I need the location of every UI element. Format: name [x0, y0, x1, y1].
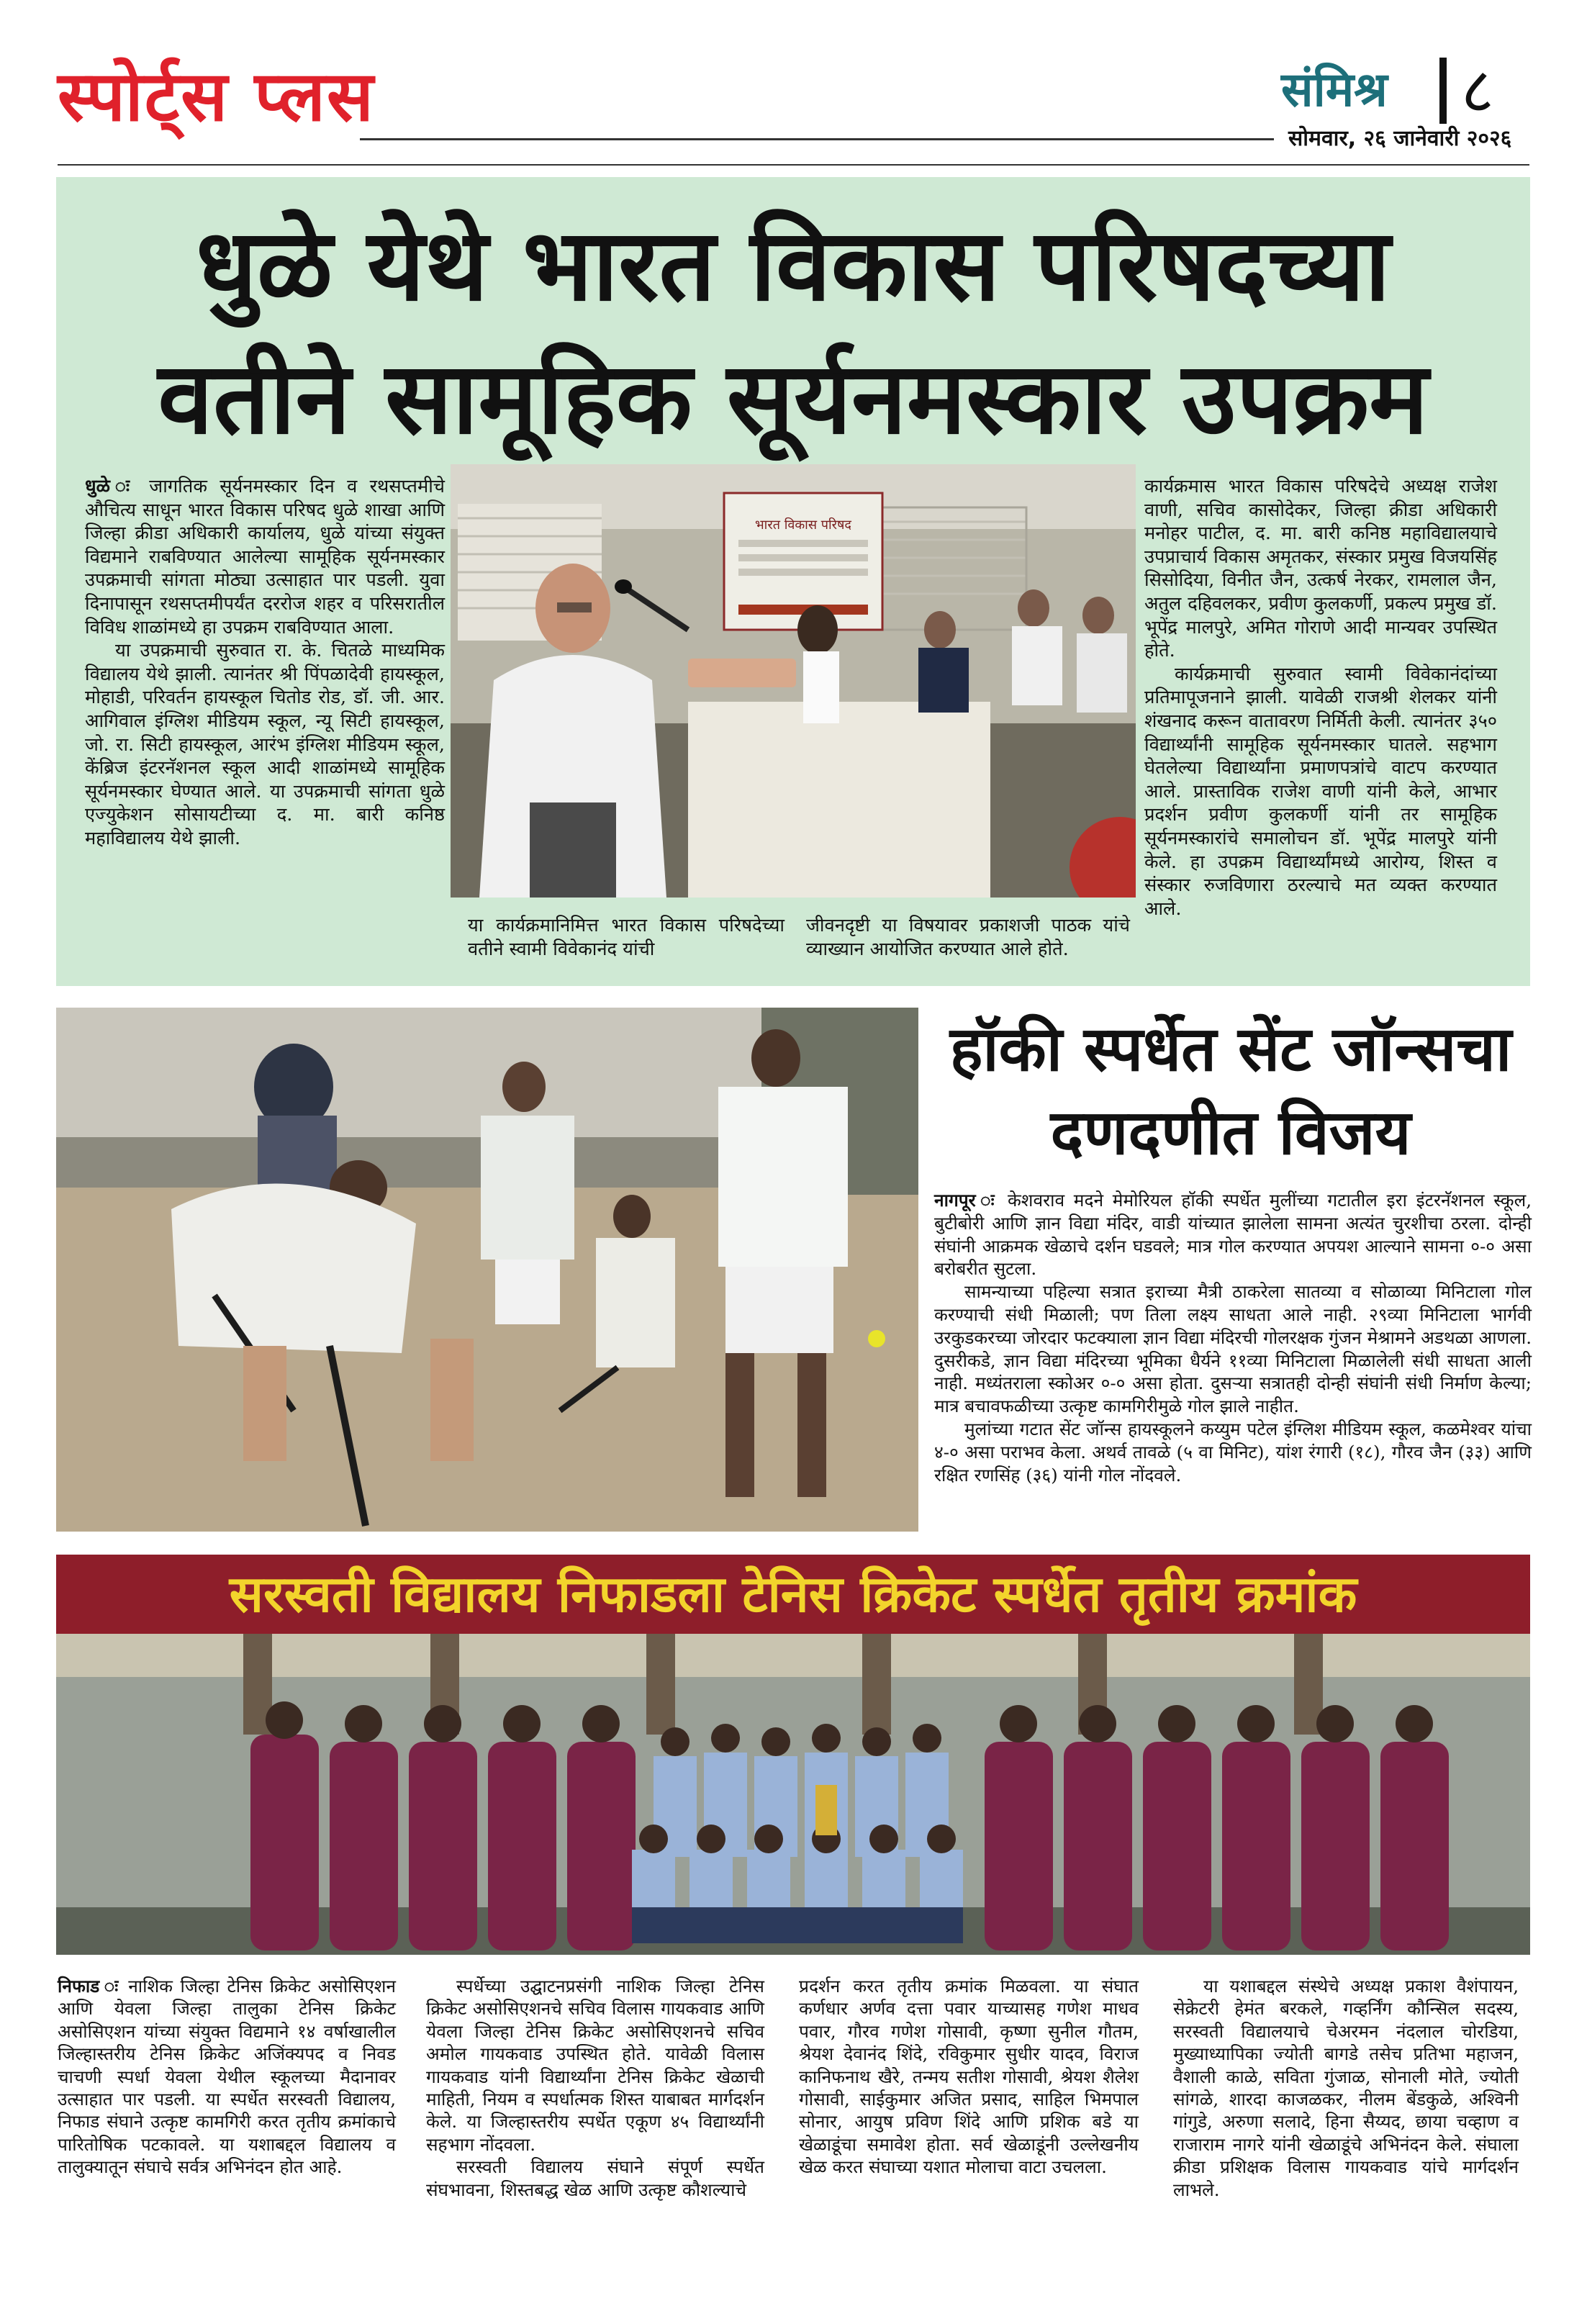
- story2-paragraph: [934, 1189, 1532, 1280]
- story2-body: [934, 1189, 1532, 1486]
- story2-headline-line1: हॉकी स्पर्धेत सेंट जॉन्सचा: [949, 1013, 1512, 1085]
- story3-column-1: [58, 1975, 396, 2179]
- story1-caption-left-text: या कार्यक्रमानिमित्त भारत विकास परिषदेच्या वतीने स्वामी विवेकानंद यांची: [468, 915, 785, 960]
- story3-photo-illustration: [56, 1634, 1530, 1955]
- section-name: संमिश्र: [1281, 62, 1388, 117]
- dateline-separator: ः: [975, 1190, 1008, 1211]
- story3-c1-text: नाशिक जिल्हा टेनिस क्रिकेट असोसिएशन आणि येवला जिल्हा तालुका टेनिस क्रिकेट असोसिएशन यांच्या संयुक्त विद्यमाने १४ वर्षाखालील जिल्हास्तरीय टेनिस क्रिकेट अजिंक्यपद व निवड चाचणी स्पर्धा येवला येथील स्कूलच्या मैदानावर उत्साहात पार पडली. या स्पर्धेत सरस्वती विद्यालय, निफाड संघाने उत्कृष्ट कामगिरी करत तृतीय क्रमांकाचे पारितोषिक पटकावले. या यशाबद्दल विद्यालय व तालुक्यातून संघाचे सर्वत्र अभिनंदन होत आहे.: [58, 1976, 397, 2178]
- story3-headline: सरस्वती विद्यालय निफाडला टेनिस क्रिकेट स्पर्धेत तृतीय क्रमांक: [229, 1565, 1357, 1624]
- story1-col3-p1: कार्यक्रमास भारत विकास परिषदेचे अध्यक्ष राजेश वाणी, सचिव कासोदेकर, जिल्हा क्रीडा अधिकारी मनोहर पाटील, द. मा. बारी कनिष्ठ महाविद्यालयाचे उपप्राचार्य विकास अमृतकर, संस्कार प्रमुख विजयसिंह सिसोदिया, विनीत जैन, उत्कर्ष नेरकर, रामलाल जैन, अतुल दहिवलकर, प्रवीण कुलकर्णी, प्रकल्प प्रमुख डॉ. भूपेंद्र मालपुरे, अमित गोराणे आदी मान्यवर उपस्थित होते.: [1144, 476, 1497, 662]
- story3-c2-p1: स्पर्धेच्या उद्घाटनप्रसंगी नाशिक जिल्हा टेनिस क्रिकेट असोसिएशनचे सचिव विलास गायकवाड आणि येवला जिल्हा टेनिस क्रिकेट असोसिएशनचे सचिव अमोल गायकवाड उपस्थित होते. यावेळी विलास गायकवाड यांनी विद्यार्थ्यांना टेनिस क्रिकेट खेळाची माहिती, नियम व स्पर्धात्मक शिस्त याबाबत मार्गदर्शन केले. या जिल्हास्तरीय स्पर्धेत एकूण ४५ विद्यार्थ्यांनी सहभाग नोंदवला.: [426, 1976, 764, 2155]
- story1-caption-right: [806, 914, 1130, 961]
- story2-p1: केशवराव मदने मेमोरियल हॉकी स्पर्धेत मुलींच्या गटातील इरा इंटरनॅशनल स्कूल, बुटीबोरी आणि ज्ञान विद्या मंदिर, वाडी यांच्यात झालेला सामना अत्यंत चुरशीचा ठरला. दोन्ही संघांनी आक्रमक खेळाचे दर्शन घडवले; मात्र गोल करण्यात अपयश आल्याने सामना ०-० असा बरोबरीत सुटला.: [934, 1190, 1532, 1280]
- story1-column-1: [85, 475, 445, 851]
- masthead-rule: [360, 138, 1274, 140]
- story3-paragraph: [58, 1975, 396, 2179]
- story1-dateline: धुळे: [85, 476, 111, 497]
- story3-c3-text: प्रदर्शन करत तृतीय क्रमांक मिळवला. या संघात कर्णधार अर्णव दत्ता पवार याच्यासह गणेश माधव पवार, गौरव गणेश गोसावी, कृष्णा सुनील गौतम, श्रेयश देवानंद शिंदे, रविकुमार सुधीर यादव, विराज कानिफनाथ खैरे, तन्मय सतीश गोसावी, श्रेयश शैलेश गोसावी, साईकुमार अजित प्रसाद, साहिल भिमपाल सोनार, आयुष प्रविण शिंदे आणि प्रशिक बडे या खेळाडूंचा समावेश होता. सर्व खेळाडूंनी उल्लेखनीय खेळ करत संघाच्या यशात मोलाचा वाटा उचलला.: [799, 1976, 1139, 2178]
- story1-paragraph: [85, 475, 445, 639]
- story1-caption-right-text: जीवनदृष्टी या विषयावर प्रकाशजी पाठक यांचे व्याख्यान आयोजित करण्यात आले होते.: [806, 915, 1130, 960]
- dateline-separator: ः: [99, 1976, 129, 1997]
- story2-headline-line2: दणदणीत विजय: [1050, 1097, 1411, 1169]
- story1-col1-p1: जागतिक सूर्यनमस्कार दिन व रथसप्तमीचे औचित्य साधून भारत विकास परिषद धुळे शाखा आणि जिल्हा क्रीडा अधिकारी कार्यालय, धुळे यांच्या संयुक्त विद्यमाने राबविण्यात आलेल्या सामूहिक सूर्यनमस्कार उपक्रमाची सांगता मोठ्या उत्साहात पार पडली. युवा दिनापासून रथसप्तमीपर्यंत दररोज शहर व परिसरातील विविध शाळांमध्ये हा उपक्रम राबविण्यात आला.: [85, 476, 445, 638]
- story2-photo-illustration: [56, 1008, 918, 1532]
- story3-column-4: [1173, 1975, 1519, 2201]
- story2-photo-hockey: [56, 1008, 918, 1532]
- story1-photo-illustration: [451, 464, 1136, 898]
- story2-p2: सामन्याच्या पहिल्या सत्रात इराच्या मैत्री ठाकरेला सातव्या व सोळाव्या मिनिटाला गोल करण्याची संधी मिळाली; पण तिला लक्ष्य साधता आले नाही. २९व्या मिनिटाला भार्गवी उरकुडकरच्या जोरदार फटक्याला ज्ञान विद्या मंदिरची गोलरक्षक गुंजन मेश्रामने अडथळा आणला. दुसरीकडे, ज्ञान विद्या मंदिरच्या भूमिका धैर्यने ११व्या मिनिटाला मिळालेली संधी साधता आली नाही. मध्यंतराला स्कोअर ०-० असा होता. दुसऱ्या सत्रातही दोन्ही संघांनी संधी निर्माण केल्या; मात्र बचावफळीच्या उत्कृष्ट कामगिरीमुळे गोल झाले नाहीत.: [934, 1281, 1532, 1417]
- story1-caption-left: [468, 914, 785, 961]
- story3-dateline: निफाड: [58, 1976, 100, 1997]
- photo-banner-text: भारत विकास परिषद: [755, 517, 851, 533]
- masthead-bottom-rule: [58, 164, 1529, 166]
- story1-col3-p2: कार्यक्रमाची सुरुवात स्वामी विवेकानंदांच्या प्रतिमापूजनाने झाली. यावेळी राजश्री शेलकर यांनी शंखनाद करून वातावरण निर्मिती केली. त्यानंतर ३५० विद्यार्थ्यांनी सामूहिक सूर्यनमस्कार घातले. सहभाग घेतलेल्या विद्यार्थ्यांना प्रमाणपत्रांचे वाटप करण्यात आले. प्रास्ताविक राजेश वाणी यांनी केले, आभार प्रदर्शन प्रवीण कुलकर्णी यांनी तर सामूहिक सूर्यनमस्कारांचे समालोचन डॉ. भूपेंद्र मालपुरे यांनी केले. हा उपक्रम विद्यार्थ्यांमध्ये आरोग्य, शिस्त व संस्कार रुजविणारा ठरल्याचे मत व्यक्त करण्यात आले.: [1144, 663, 1497, 920]
- story2-dateline: नागपूर: [934, 1190, 976, 1211]
- story3-photo-team: [56, 1634, 1530, 1955]
- story3-c2-p2: सरस्वती विद्यालय संघाने संपूर्ण स्पर्धेत संघभावना, शिस्तबद्ध खेळ आणि उत्कृष्ट कौशल्याचे: [426, 2156, 764, 2200]
- story3-column-2: [426, 1975, 764, 2201]
- story1-headline-line2: वतीने सामूहिक सूर्यनमस्कार उपक्रम: [158, 340, 1429, 456]
- page-number: ८: [1461, 53, 1494, 127]
- section-divider-bar: [1439, 58, 1447, 124]
- story2-headline: [928, 1008, 1533, 1175]
- story3-c4-text: या यशाबद्दल संस्थेचे अध्यक्ष प्रकाश वैशंपायन, सेक्रेटरी हेमंत बरकले, गव्हर्निंग कौन्सिल सदस्य, सरस्वती विद्यालयाचे चेअरमन नंदलाल चोरडिया, मुख्याध्यापिका ज्योती बागडे तसेच प्रतिभा महाजन, वैशाली काळे, सविता गुंजाळ, सोनाली मोते, ज्योती सांगळे, शारदा काजळकर, नीलम बेंडकुळे, अश्विनी गांगुडे, अरुणा सलादे, हिना सैय्यद, छाया चव्हाण व राजाराम नागरे यांनी खेळाडूंचे अभिनंदन केले. संघाला क्रीडा प्रशिक्षक विलास गायकवाड यांचे मार्गदर्शन लाभले.: [1173, 1976, 1519, 2200]
- story1-headline-line1: धुळे येथे भारत विकास परिषदच्या: [196, 207, 1391, 323]
- publication-date: सोमवार, २६ जानेवारी २०२६: [1288, 126, 1512, 151]
- story3-column-3: [799, 1975, 1139, 2179]
- story1-headline: [56, 199, 1530, 465]
- dateline-separator: ः: [110, 476, 150, 497]
- story1-col1-p2: या उपक्रमाची सुरुवात रा. के. चितळे माध्यमिक विद्यालय येथे झाली. त्यानंतर श्री पिंपळादेवी हायस्कूल, मोहाडी, परिवर्तन हायस्कूल चितोड रोड, डॉ. जी. आर. आगिवाल इंग्लिश मीडियम स्कूल, न्यू सिटी हायस्कूल, जो. रा. सिटी हायस्कूल, आरंभ इंग्लिश मीडियम स्कूल, केंब्रिज इंटरनॅशनल स्कूल आदी शाळांमध्ये सामूहिक सूर्यनमस्कार घेण्यात आले. या उपक्रमाची सांगता धुळे एज्युकेशन सोसायटीच्या द. मा. बारी कनिष्ठ महाविद्यालय येथे झाली.: [85, 640, 445, 849]
- story1-column-3: [1144, 475, 1497, 921]
- story2-p3: मुलांच्या गटात सेंट जॉन्स हायस्कूलने कय्युम पटेल इंग्लिश मीडियम स्कूल, कळमेश्वर यांचा ४-० असा पराभव केला. अथर्व तावळे (५ वा मिनिट), यांश रंगारी (१८), गौरव जैन (३३) आणि रक्षित रणसिंह (३६) यांनी गोल नोंदवले.: [934, 1418, 1532, 1486]
- brand-logo-text: स्पोर्ट्स प्लस: [58, 56, 375, 137]
- story1-photo-speaker: [451, 464, 1136, 898]
